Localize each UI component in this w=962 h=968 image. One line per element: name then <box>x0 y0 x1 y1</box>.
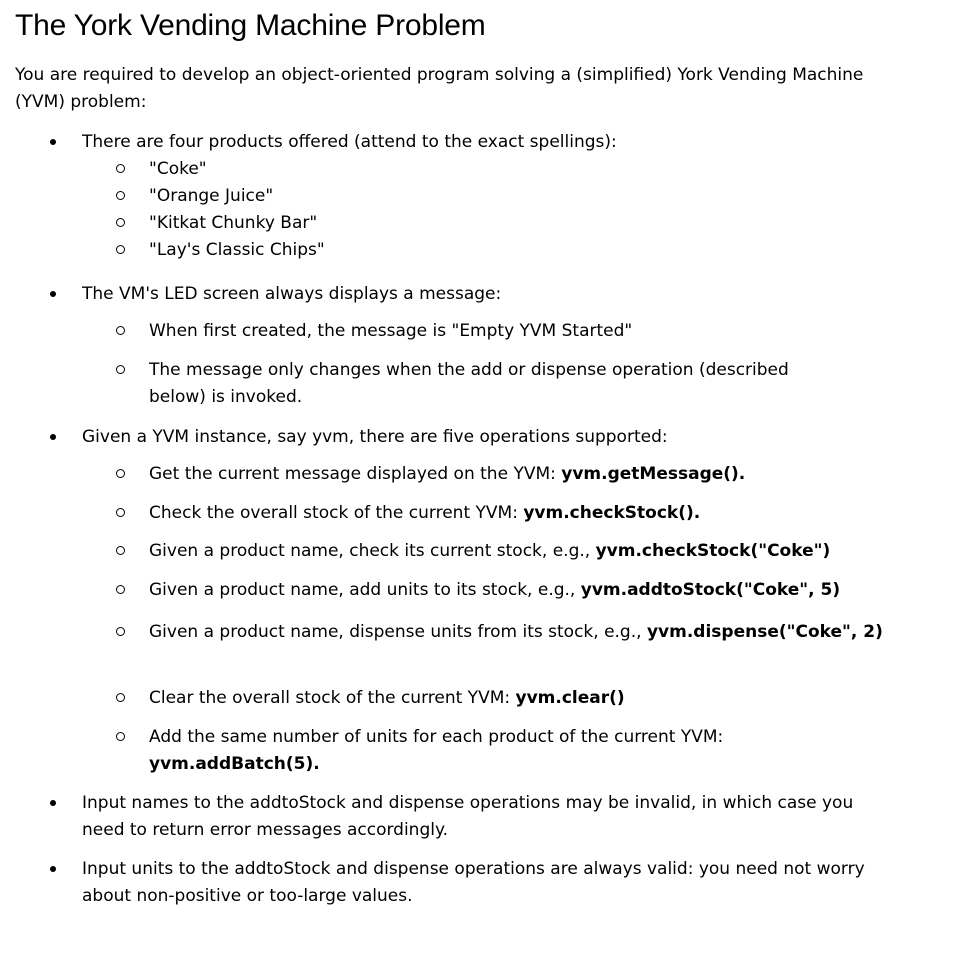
operation-description: Given a product name, check its current stock, e.g., <box>149 541 596 561</box>
bullet-dot-icon <box>50 800 56 806</box>
operation-description: Clear the overall stock of the current YVM: <box>149 688 516 708</box>
operation-code: yvm.getMessage(). <box>561 464 746 484</box>
operation-code: yvm.dispense("Coke", 2) <box>646 622 883 642</box>
circle-bullet-icon <box>116 546 125 555</box>
operation-description: Check the overall stock of the current YVM: <box>149 503 524 523</box>
product-name: "Kitkat Chunky Bar" <box>149 213 318 233</box>
operation-description: Add the same number of units for each product of the current YVM: <box>149 727 724 747</box>
bullet-text: Input units to the addtoStock and dispense operations are always valid: you need not worry about non-positive or too-large values. <box>82 859 865 906</box>
circle-bullet-icon <box>116 218 125 227</box>
bullet-text: The VM's LED screen always displays a message: <box>82 284 502 304</box>
operation-code: yvm.checkStock(). <box>523 503 701 523</box>
page-title: The York Vending Machine Problem <box>15 9 486 42</box>
operation-code: yvm.clear() <box>515 688 625 708</box>
operation-code: yvm.checkStock("Coke") <box>595 541 831 561</box>
bullet-dot-icon <box>50 434 56 440</box>
operation-code: yvm.addtoStock("Coke", 5) <box>580 580 841 600</box>
circle-bullet-icon <box>116 164 125 173</box>
subitem-text: The message only changes when the add or dispense operation (described below) is invoked. <box>149 360 789 407</box>
circle-bullet-icon <box>116 245 125 254</box>
circle-bullet-icon <box>116 732 125 741</box>
circle-bullet-icon <box>116 585 125 594</box>
operation-description: Given a product name, dispense units from its stock, e.g., <box>149 622 647 642</box>
circle-bullet-icon <box>116 469 125 478</box>
circle-bullet-icon <box>116 627 125 636</box>
circle-bullet-icon <box>116 693 125 702</box>
operation-description: Get the current message displayed on the YVM: <box>149 464 562 484</box>
operation-description: Given a product name, add units to its stock, e.g., <box>149 580 581 600</box>
bullet-text: There are four products offered (attend to the exact spellings): <box>82 132 617 152</box>
circle-bullet-icon <box>116 326 125 335</box>
product-name: "Orange Juice" <box>149 186 274 206</box>
product-name: "Lay's Classic Chips" <box>149 240 325 260</box>
bullet-text: Given a YVM instance, say yvm, there are five operations supported: <box>82 427 668 447</box>
operation-code: yvm.addBatch(5). <box>149 754 320 774</box>
bullet-dot-icon <box>50 139 56 145</box>
circle-bullet-icon <box>116 191 125 200</box>
bullet-text: Input names to the addtoStock and dispense operations may be invalid, in which case you need to return error messages accordingly. <box>82 793 854 840</box>
subitem-text: When first created, the message is "Empty YVM Started" <box>149 321 633 341</box>
bullet-dot-icon <box>50 866 56 872</box>
intro-paragraph: You are required to develop an object-oriented program solving a (simplified) York Vending Machine (YVM) problem: <box>15 65 864 112</box>
circle-bullet-icon <box>116 365 125 374</box>
bullet-dot-icon <box>50 291 56 297</box>
circle-bullet-icon <box>116 508 125 517</box>
product-name: "Coke" <box>149 159 207 179</box>
